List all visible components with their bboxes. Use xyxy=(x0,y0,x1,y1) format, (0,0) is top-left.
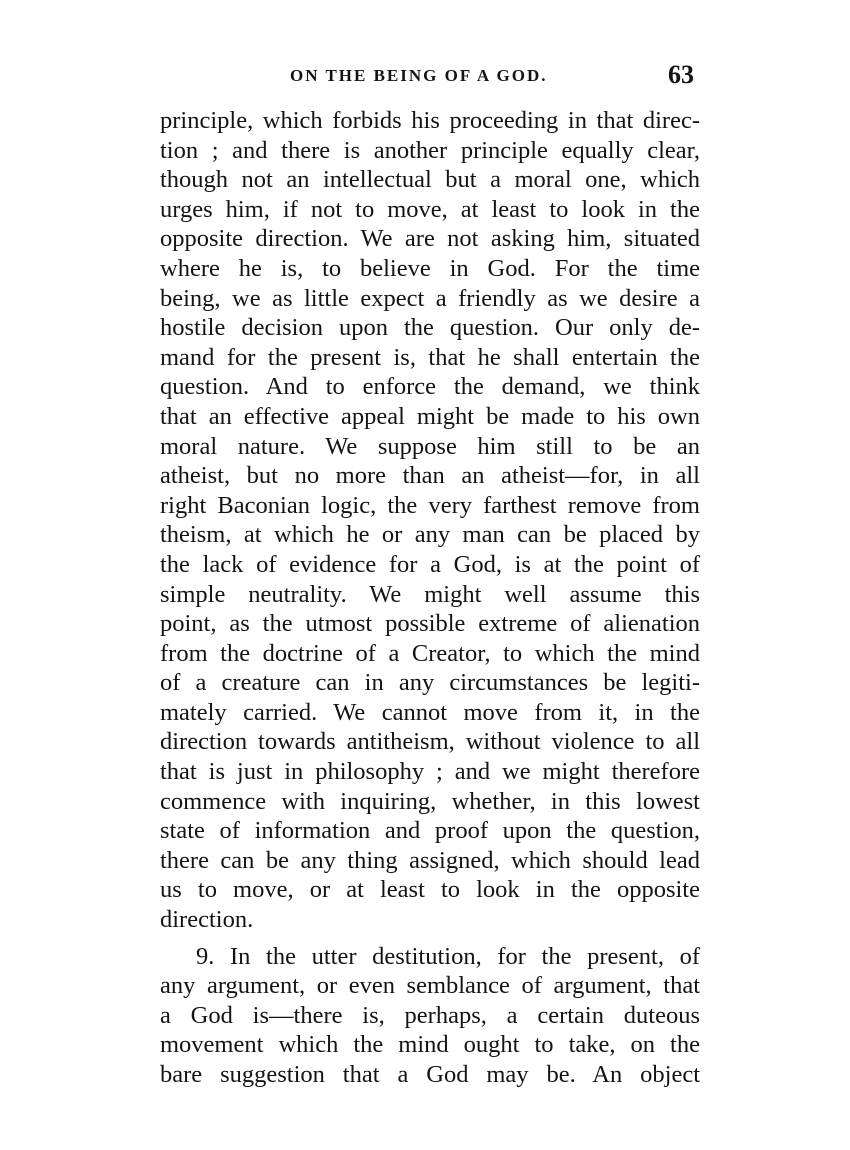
text-line: though not an intellectual but a moral one, which xyxy=(160,166,700,194)
body-text xyxy=(160,106,700,1090)
text-line: urges him, if not to move, at least to look in the xyxy=(160,195,700,223)
running-head xyxy=(160,60,700,94)
text-line: where he is, to believe in God. For the time xyxy=(160,254,700,282)
paragraph xyxy=(160,106,700,935)
text-line: principle, which forbids his proceeding in that direc- xyxy=(160,107,700,134)
text-line: the lack of evidence for a God, is at the point of xyxy=(160,550,700,578)
text-line: tion ; and there is another principle equally clear, xyxy=(160,136,700,164)
text-line: of a creature can in any circumstances be legiti- xyxy=(160,669,700,697)
text-line: direction. xyxy=(160,906,254,934)
running-title: ON THE BEING OF A GOD. xyxy=(290,66,548,85)
text-line: a God is—there is, perhaps, a certain duteous xyxy=(160,1001,700,1029)
text-line: bare suggestion that a God may be. An object xyxy=(160,1061,700,1088)
text-line: from the doctrine of a Creator, to which the mind xyxy=(160,639,700,667)
text-line: that is just in philosophy ; and we might therefore xyxy=(160,758,700,786)
page-number: 63 xyxy=(668,60,694,89)
text-line: hostile decision upon the question. Our only de- xyxy=(160,314,700,342)
text-line: us to move, or at least to look in the opposite xyxy=(160,876,700,904)
text-line: any argument, or even semblance of argument, that xyxy=(160,972,700,1000)
text-line: there can be any thing assigned, which should lead xyxy=(160,846,700,874)
text-line: 9. In the utter destitution, for the present, of xyxy=(196,942,700,970)
text-line: movement which the mind ought to take, on the xyxy=(160,1031,700,1059)
text-line: commence with inquiring, whether, in this lowest xyxy=(160,787,700,815)
text-line: question. And to enforce the demand, we think xyxy=(160,373,700,401)
text-line: moral nature. We suppose him still to be an xyxy=(160,432,700,460)
text-line: mately carried. We cannot move from it, in the xyxy=(160,698,700,726)
text-line: state of information and proof upon the question, xyxy=(160,817,700,845)
text-line: being, we as little expect a friendly as we desire a xyxy=(160,284,700,312)
text-line: opposite direction. We are not asking him, situated xyxy=(160,225,700,253)
text-line: mand for the present is, that he shall entertain the xyxy=(160,343,700,371)
text-line: direction towards antitheism, without violence to all xyxy=(160,728,700,756)
text-line: point, as the utmost possible extreme of alienation xyxy=(160,610,700,638)
text-line: theism, at which he or any man can be placed by xyxy=(160,521,700,549)
paragraph xyxy=(160,942,700,1090)
text-line: that an effective appeal might be made to his own xyxy=(160,402,700,430)
paragraph-break xyxy=(160,935,700,942)
text-line: simple neutrality. We might well assume this xyxy=(160,580,700,608)
text-line: right Baconian logic, the very farthest remove from xyxy=(160,491,700,519)
text-line: atheist, but no more than an atheist—for, in all xyxy=(160,462,700,490)
